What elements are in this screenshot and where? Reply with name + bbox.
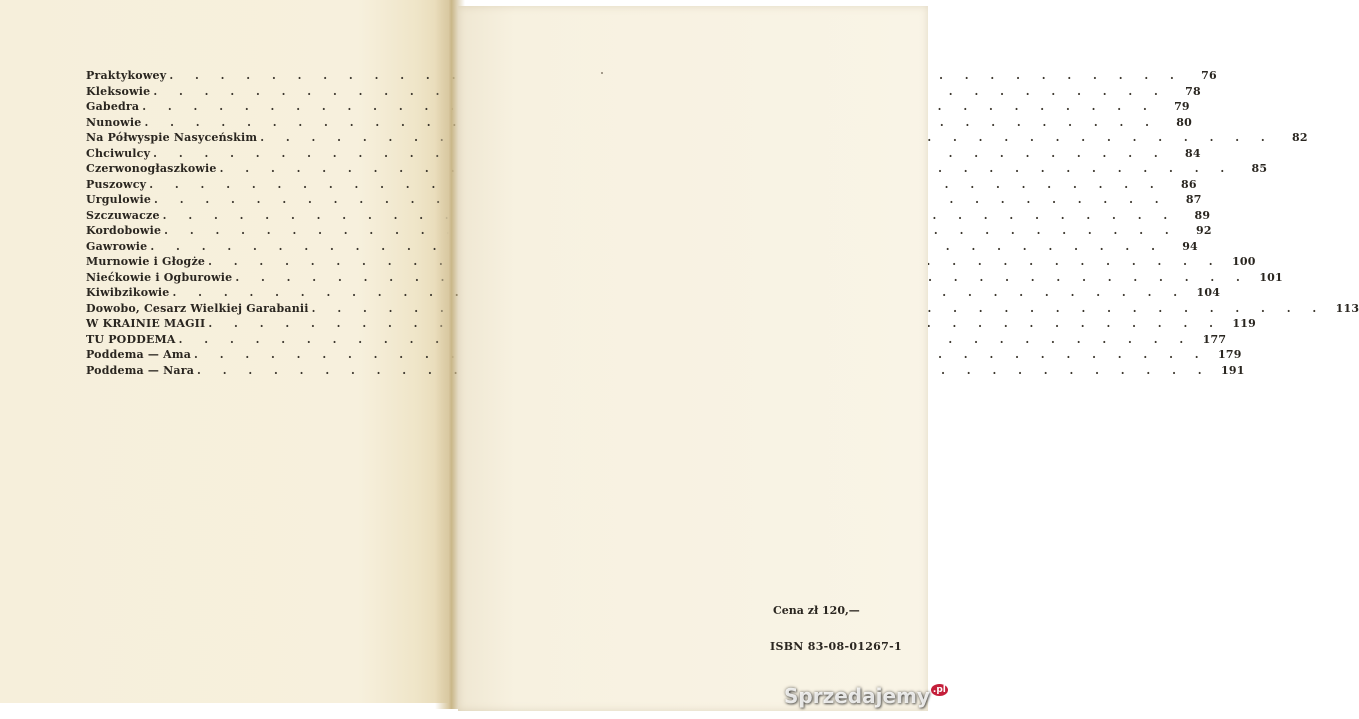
- toc-entry: [86, 317, 1256, 333]
- toc-entry: [86, 84, 1201, 101]
- toc-entry-page: 78: [1185, 84, 1201, 98]
- toc-entry-page: 86: [1181, 177, 1197, 191]
- toc-entry: [86, 224, 1212, 240]
- toc-entry-page: 101: [1259, 270, 1283, 284]
- toc-entry: [86, 193, 1202, 209]
- toc-entry: [86, 332, 1227, 349]
- toc-entry-title: Gawrowie: [86, 239, 148, 253]
- toc-entry-title: Czerwonogłaszkowie: [86, 162, 217, 175]
- toc-entry: [86, 286, 1221, 302]
- toc-entry: [86, 146, 1201, 163]
- toc-entry-page: 80: [1176, 115, 1192, 129]
- toc-entry-page: 84: [1185, 146, 1201, 160]
- toc-entry-title: Kordobowie: [86, 224, 162, 237]
- toc-entry-title: Kiwibzikowie: [86, 286, 170, 299]
- toc-entry-title: Puszowcy: [86, 177, 147, 191]
- toc-entry-title: Poddema — Ama: [86, 348, 192, 361]
- toc-entry-page: 94: [1182, 239, 1198, 253]
- toc-entry: [86, 301, 1359, 318]
- toc-entry-page: 87: [1185, 193, 1202, 206]
- toc-entry-page: 104: [1196, 286, 1221, 299]
- watermark-badge: .pl: [932, 685, 946, 695]
- watermark-logo: [784, 684, 948, 708]
- toc-entry: [86, 100, 1190, 116]
- toc-entry-title: Poddema — Nara: [86, 363, 195, 377]
- toc-entry-page: 76: [1201, 69, 1217, 82]
- toc-entry-page: 100: [1232, 255, 1256, 268]
- toc-entry-title: W KRAINIE MAGII: [86, 317, 206, 330]
- toc-entry: [86, 208, 1211, 225]
- toc-entry-title: Praktykowey: [86, 69, 167, 82]
- watermark-text: Sprzedajemy: [784, 684, 930, 708]
- toc-entry-page: 82: [1292, 131, 1308, 144]
- toc-entry: [86, 131, 1308, 147]
- toc-entry-page: 113: [1335, 301, 1359, 315]
- toc-entry: [86, 239, 1198, 256]
- toc-entry-page: 119: [1232, 317, 1256, 330]
- toc-entry-page: 179: [1218, 348, 1242, 361]
- toc-entry: [86, 162, 1268, 178]
- toc-entry-title: Kleksowie: [86, 84, 151, 98]
- table-of-contents: [86, 69, 1359, 379]
- toc-entry: [86, 255, 1256, 271]
- toc-entry-page: 191: [1221, 363, 1245, 377]
- toc-entry-page: 85: [1251, 162, 1268, 175]
- toc-entry-title: Chciwulcy: [86, 146, 151, 160]
- toc-entry-page: 79: [1174, 100, 1190, 113]
- toc-entry-title: Murnowie i Głogże: [86, 255, 206, 268]
- toc-entry: [86, 177, 1197, 194]
- toc-entry-title: Urgulowie: [86, 193, 152, 206]
- toc-entry-page: 177: [1202, 332, 1227, 346]
- toc-entry-title: Szczuwacze: [86, 208, 160, 222]
- toc-entry: [86, 270, 1283, 287]
- toc-entry: [86, 363, 1245, 380]
- toc-entry-title: Nunowie: [86, 115, 142, 129]
- toc-entry: [86, 115, 1192, 132]
- toc-entry-title: Niećkowie i Ogburowie: [86, 270, 233, 284]
- toc-entry-title: Na Półwyspie Nasyceńskim: [86, 131, 258, 144]
- toc-entry-title: Gabedra: [86, 100, 140, 113]
- price-label: Cena zł 120,—: [773, 604, 860, 617]
- toc-entry-page: 92: [1195, 224, 1212, 237]
- toc-entry: [86, 348, 1242, 364]
- paper-speck: [601, 72, 603, 74]
- toc-entry-page: 89: [1194, 208, 1211, 222]
- toc-entry: [86, 69, 1217, 85]
- toc-entry-title: Dowobo, Cesarz Wielkiej Garabanii: [86, 301, 309, 315]
- isbn-label: ISBN 83-08-01267-1: [770, 640, 902, 653]
- toc-entry-title: TU PODDEMA: [86, 332, 176, 346]
